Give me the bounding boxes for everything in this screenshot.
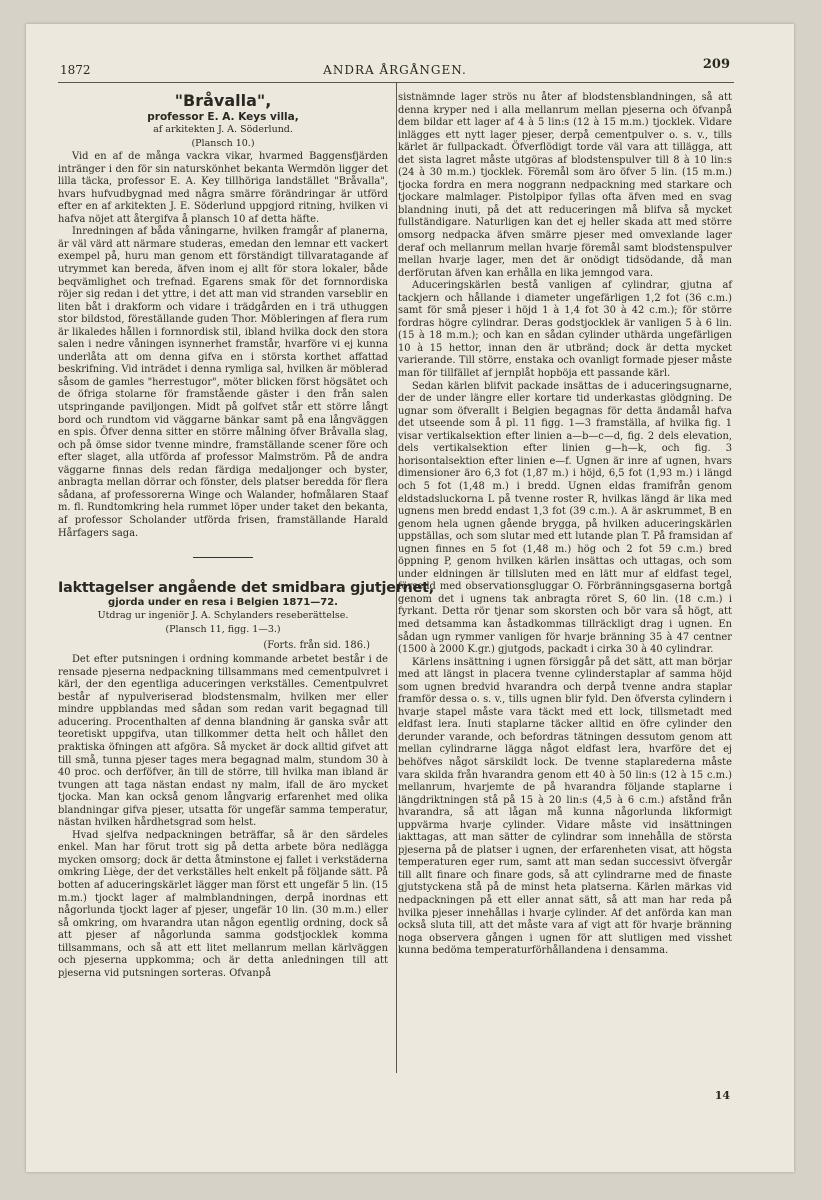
article2-paragraph-1: Det efter putsningen i ordning kommande arbetet består i de rensade pjeserna nedpackning tillsammans med cementpulvret i kärl, der den egentliga aduceringen verkställes. Cementpulvret består af nypulveriserad blodstensmalm, hvilken mer eller mindre uppblandas med sådan som redan varit begagnad till aducering. Procenthalten af denna blandning är ganska svår att teoretiskt uppgifva, utan tillkommer detta helt och hållet den praktiska öfningen att afgöra. Så mycket är dock alltid gifvet att till små, tunna pjeser tages mera begagnad malm, stundom 30 à 40 proc. och derföfver, än till de större, till hvilka man ibland är tvungen att taga nästan endast ny malm, ifall de äro mycket tjocka. Man kan också genom långvarig erfarenhet med olika blandningar gifva pjeser, utsatta för ungefär samma temperatur, nästan hvilken hårdhetsgrad som helst.: [58, 654, 388, 829]
article2-title: Iakttagelser angående det smidbara gjutjernet,: [58, 580, 434, 597]
header-page-number: 209: [702, 57, 730, 72]
right-column: [398, 92, 732, 958]
right-paragraph-4: Kärlens insättning i ugnen försiggår på det sätt, att man börjar med att längst in placera tvenne cylinderstaplar af samma höjd som ugnen bredvid hvarandra och derpå tvenne andra staplar framför dessa o. s. v., tills ugnen blir fyld. Den öfversta cylindern i hvarje stapel måste vara täckt med ett lock, tillsmetadt med eldfast lera. Inuti staplarne täcker alltid en öfre cylinder den derunder varande, och befordras tätningen dessutom genom att mellan cylindrarne lägga något eldfast lera, hvarföre det ej behöfves något särskildt lock. De tvenne staplarederna måste vara skilda från hvarandra genom ett 40 à 50 lin:s (12 à 15 c.m.) mellanrum, hvarjemte de på hvarandra följande staplarne i längdriktningen stå på 15 à 20 lin:s (4,5 à 6 c.m.) afstånd från hvarandra, så att lågan må kunna någorlunda likformigt uppvärma hvarje cylinder. Vidare måste vid insättningen iakttagas, att man sätter de cylindrar som innehålla de största pjeserna på de platser i ugnen, der erfarenheten visat, att högsta temperaturen eger rum, samt att man sedan successivt öfvergår till allt finare och finare gods, så att cylindrarne med de finaste gjutstyckena stå på de minst heta platserna. Kärlen märkas vid nedpackningen på ett eller annat sätt, så att man har reda på hvilka pjeser innehållas i hvarje cylinder. Af det anförda kan man också sluta till, att det måste vara af vigt att för hvarje bränning noga observera gången i ugnen för att slutligen med visshet kunna bedöma temperaturförhållandena i densamma.: [398, 656, 732, 957]
article2-plate: (Plansch 11, figg. 1—3.): [165, 624, 281, 636]
running-header: [60, 57, 730, 83]
article2-paragraph-2: Hvad sjelfva nedpackningen beträffar, så är den särdeles enkel. Man har förut trott sig på detta arbete böra nedlägga mycken omsorg; dock är detta åtminstone ej fallet i verkstäderna omkring Liège, der det verkställes helt enkelt på följande sätt. På botten af aduceringskärlet lägger man först ett ungefär 5 lin. (15 m.m.) tjockt lager af malmblandningen, derpå inordnas ett någorlunda tjockt lager af pjeser, ungefär 10 lin. (30 m.m.) eller så omkring, om hvarandra utan någon egentlig ordning, dock så att pjeser af någorlunda samma godstjocklek komma tillsammans, och så att ett litet mellanrum mellan kärlväggen och pjeserna uppkomma; och är detta anledningen till att pjeserna vid putsningen sorteras. Ofvanpå: [58, 829, 388, 979]
article1-plate: (Plansch 10.): [191, 138, 255, 150]
document-page: [26, 24, 794, 1172]
article1-paragraph-2: Inredningen af båda våningarne, hvilken framgår af planerna, är väl värd att närmare studeras, emedan den lemnar ett vackert exempel på, huru man genom ett förständigt tillvaratagande af utrymmet kan bereda, äfven inom ej allt för stora lokaler, både beqvämlighet och trefnad. Egarens smak för det fornnordiska röjer sig redan i det yttre, i det att man vid stranden varseblir en liten båt i drakform och vidare i trädgården en i trä uthuggen stor bildstod, föreställande guden Thor. Möbleringen af flera rum är likaledes hållen i fornnordisk stil, ibland hvilka dock den stora salen i nedre våningen isynnerhet framstår, hvarföre vi ej kunna underlåta att om denna gifva en i största korthet affattad beskrifning. Vid inträdet i denna rymliga sal, hvilken är möblerad såsom de gamles "herrestugor", möter blicken först högsätet och de öfriga stolarne för framstående gäster i den från salen utspringande paviljongen. Midt på golfvet står ett större långt bord och rundtom vid väggarne bänkar samt på ena långväggen en spis. Öfver denna sitter en större målning öfver Bråvalla slag, och på ömse sidor tvenne mindre, framställande scener före och efter slaget, alla utförda af professor Malmström. På de andra väggarne finnas dels redan färdiga medaljonger och byster, anbragta mellan dörrar och fönster, dels platser beredda för flera sådana, af professorerna Winge och Walander, hofmålaren Staaf m. fl. Rundtomkring hela rummet löper under taket den bekanta, af professor Scholander utförda frisen, framställande Harald Hårfagers saga.: [58, 226, 388, 539]
right-paragraph-3: Sedan kärlen blifvit packade insättas de i aduceringsugnarne, der de under längre eller kortare tid underkastas glödgning. De ugnar som öfverallt i Belgien begagnas för detta ändamål hafva det utseende som å pl. 11 figg. 1—3 framställa, af hvilka fig. 1 visar vertikalsektion efter linien a—b—c—d, fig. 2 dels elevation, dels vertikalsektion efter linien g—h—k, och fig. 3 horisontalsektion efter linien e—f. Ugnen är inre af ugnen, hvars dimensioner äro 6,3 fot (1,87 m.) i höjd, 6,5 fot (1,93 m.) i längd och 5 fot (1,48 m.) i bredd. Ugnen eldas framifrån genom eldstadsluckorna L på tvenne roster R, hvilkas längd är lika med ugnens men bredd endast 1,3 fot (39 c.m.). A är askrummet, B en genom hela ugnen gående brygga, på hvilken aduceringskärlen uppställas, och som slutar med ett lutande plan T. På framsidan af ugnen finnes en 5 fot (1,48 m.) hög och 2 fot 59 c.m.) bred öppning P, genom hvilken kärlen insättas och uttagas, och som under eldningen är tillsluten med en lätt mur af eldfast tegel, försedd med observationsgluggar O. Förbränningsgaserna bortgå genom det i ugnens tak anbragta röret S, 60 lin. (18 c.m.) i fyrkant. Detta rör tjenar som skorsten och bör vara så högt, att med detsamma kan åstadkommas tillräckligt drag i ugnen. En sådan ugn rymmer vanligen för hvarje bränning 35 à 47 centner (1500 à 2000 K.gr.) gjutgods, packadt i cirka 30 à 40 cylindrar.: [398, 380, 732, 656]
article2-continued: (Forts. från sid. 186.): [263, 640, 370, 652]
article1-subtitle: professor E. A. Keys villa,: [147, 110, 299, 123]
article2-byline: Utdrag ur ingeniör J. A. Schylanders reseberättelse.: [97, 610, 349, 622]
article1-paragraph-1: Vid en af de många vackra vikar, hvarmed Baggensfjärden intränger i den för sin naturskönhet bekanta Wermdön ligger det lilla täcka, professor E. A. Key tillhöriga landstället "Bråvalla", hvars hufvudbygnad med några smärre förändringar är utförd efter en af arkitekten J. E. Söderlund uppgjord ritning, hvilken vi hafva nöjet att återgifva å plansch 10 af detta häfte.: [58, 151, 388, 225]
section-divider: [193, 557, 253, 558]
left-column: [58, 90, 434, 980]
article1-title: "Bråvalla",: [174, 91, 272, 110]
right-paragraph-1: sistnämnde lager strös nu åter af blodstensblandningen, så att denna kryper ned i alla mellanrum mellan pjeserna och öfvanpå dem bildar ett lager af 4 à 5 lin:s (12 à 15 m.m.) tjocklek. Vidare inlägges ett nytt lager pjeser, derpå cementpulver o. s. v., tills kärlet är fullpackadt. Öfverflödigt torde väl vara att tillägga, att det sista lagret måste utgöras af blodstenspulver till 8 à 10 lin:s (24 à 30 m.m.) tjocklek. Föremål som äro öfver 5 lin. (15 m.m.) tjocka fordra en mera noggrann nedpackning med starkare och tjockare malmlager. Pistolpipor fyllas ofta äfven med en svag blandning inuti, på det att reduceringen må blifva så mycket fullständigare. Naturligen kan det ej heller skada att med större omsorg nedpacka äfven smärre pjeser med omvexlande lager deraf och mellanrum mellan hvarje föremål samt blodstenspulver mellan hvarje lager, men det är onödigt tidsödande, då man derförutan äfven kan erhålla en lika jemngod vara.: [398, 92, 732, 279]
article1-byline: af arkitekten J. A. Söderlund.: [153, 124, 293, 136]
article2-subtitle: gjorda under en resa i Belgien 1871—72.: [108, 596, 338, 608]
right-paragraph-2: Aduceringskärlen bestå vanligen af cylindrar, gjutna af tackjern och hållande i diameter ungefärligen 1,2 fot (36 c.m.) samt för små pjeser i höjd 1 à 1,4 fot 30 à 42 c.m.); för större fordras högre cylindrar. Deras godstjocklek är vanligen 5 à 6 lin. (15 à 18 m.m.); och kan en sådan cylinder uthärda ungefärligen 10 à 15 hettor, innan den är utbränd; dock är detta mycket varierande. Till större, enstaka och ovanligt formade pjeser måste man för tillfället af jernplåt hopböja ett passande kärl.: [398, 280, 732, 380]
signature-mark: 14: [714, 1089, 730, 1102]
column-rule: [396, 83, 397, 1073]
header-year: 1872: [60, 63, 91, 77]
header-journal: ANDRA ÅRGÅNGEN.: [323, 63, 467, 77]
